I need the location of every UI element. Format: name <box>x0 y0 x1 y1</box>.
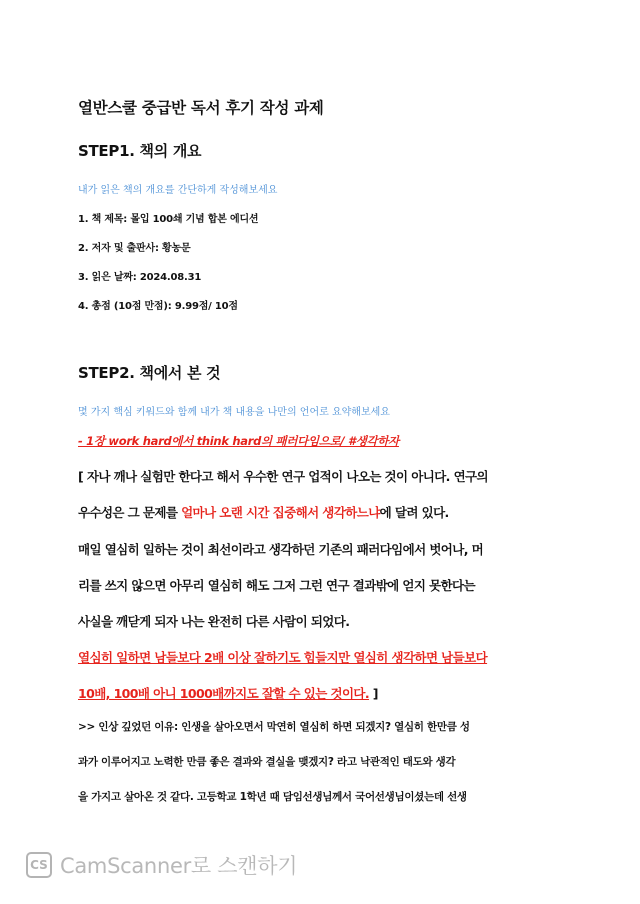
quote-highlight: 얼마나 오랜 시간 집중해서 생각하느냐 <box>181 505 380 520</box>
reason-line-2: 과가 이루어지고 노력한 만큼 좋은 결과와 결실을 맺겠지? 라고 낙관적인 태도와 생각 <box>78 756 456 768</box>
step2-heading: STEP2. 책에서 본 것 <box>78 364 221 382</box>
step1-heading: STEP1. 책의 개요 <box>78 142 202 160</box>
document-title: 열반스쿨 중급반 독서 후기 작성 과제 <box>78 99 324 117</box>
quote-line-2-end: 에 달려 있다. <box>379 505 449 520</box>
quote-line-5: 사실을 깨닫게 되자 나는 완전히 다른 사람이 되었다. <box>78 614 350 629</box>
chapter-subheading: - 1장 work hard에서 think hard의 패러다임으로/ #생각하자 <box>78 434 399 448</box>
author-item: 2. 저자 및 출판사: 황농문 <box>78 243 191 254</box>
camscanner-watermark <box>26 850 297 880</box>
step1-hint: 내가 읽은 책의 개요를 간단하게 작성해보세요 <box>78 185 278 196</box>
quote-line-1: [ 자나 깨나 실험만 한다고 해서 우수한 연구 업적이 나오는 것이 아니다. 연구의 <box>78 469 489 484</box>
camscanner-logo-icon: CS <box>26 852 52 878</box>
reason-line-1: >> 인상 깊었던 이유: 인생을 살아오면서 막연히 열심히 하면 되겠지? 열심히 한만큼 성 <box>78 721 470 733</box>
quote-line-3: 매일 열심히 일하는 것이 최선이라고 생각하던 기존의 패러다임에서 벗어나, 머 <box>78 542 484 557</box>
red-emphasis-line-2: 10배, 100배 아니 1000배까지도 잘할 수 있는 것이다. <box>78 686 370 701</box>
reason-line-3: 을 가지고 살아온 것 같다. 고등학교 1학년 때 담임선생님께서 국어선생님이셨는데 선생 <box>78 791 467 803</box>
red-emphasis-line-1: 열심히 일하면 남들보다 2배 이상 잘하기도 힘들지만 열심히 생각하면 남들보다 <box>78 650 488 665</box>
quote-close-bracket: ] <box>369 686 378 701</box>
score-item: 4. 총점 (10점 만점): 9.99점/ 10점 <box>78 301 238 312</box>
read-date-item: 3. 읽은 날짜: 2024.08.31 <box>78 272 202 283</box>
step2-hint: 몇 가지 핵심 키워드와 함께 내가 책 내용을 나만의 언어로 요약해보세요 <box>78 407 390 418</box>
red-emphasis-line-2-wrap <box>78 684 378 702</box>
quote-line-2-start: 우수성은 그 문제를 <box>78 505 182 520</box>
camscanner-watermark-text: CamScanner로 스캔하기 <box>60 854 298 878</box>
quote-line-2 <box>78 503 449 521</box>
book-title-item: 1. 책 제목: 몰입 100쇄 기념 합본 에디션 <box>78 214 259 225</box>
quote-line-4: 리를 쓰지 않으면 아무리 열심히 해도 그저 그런 연구 결과밖에 얻지 못한다는 <box>78 578 475 593</box>
